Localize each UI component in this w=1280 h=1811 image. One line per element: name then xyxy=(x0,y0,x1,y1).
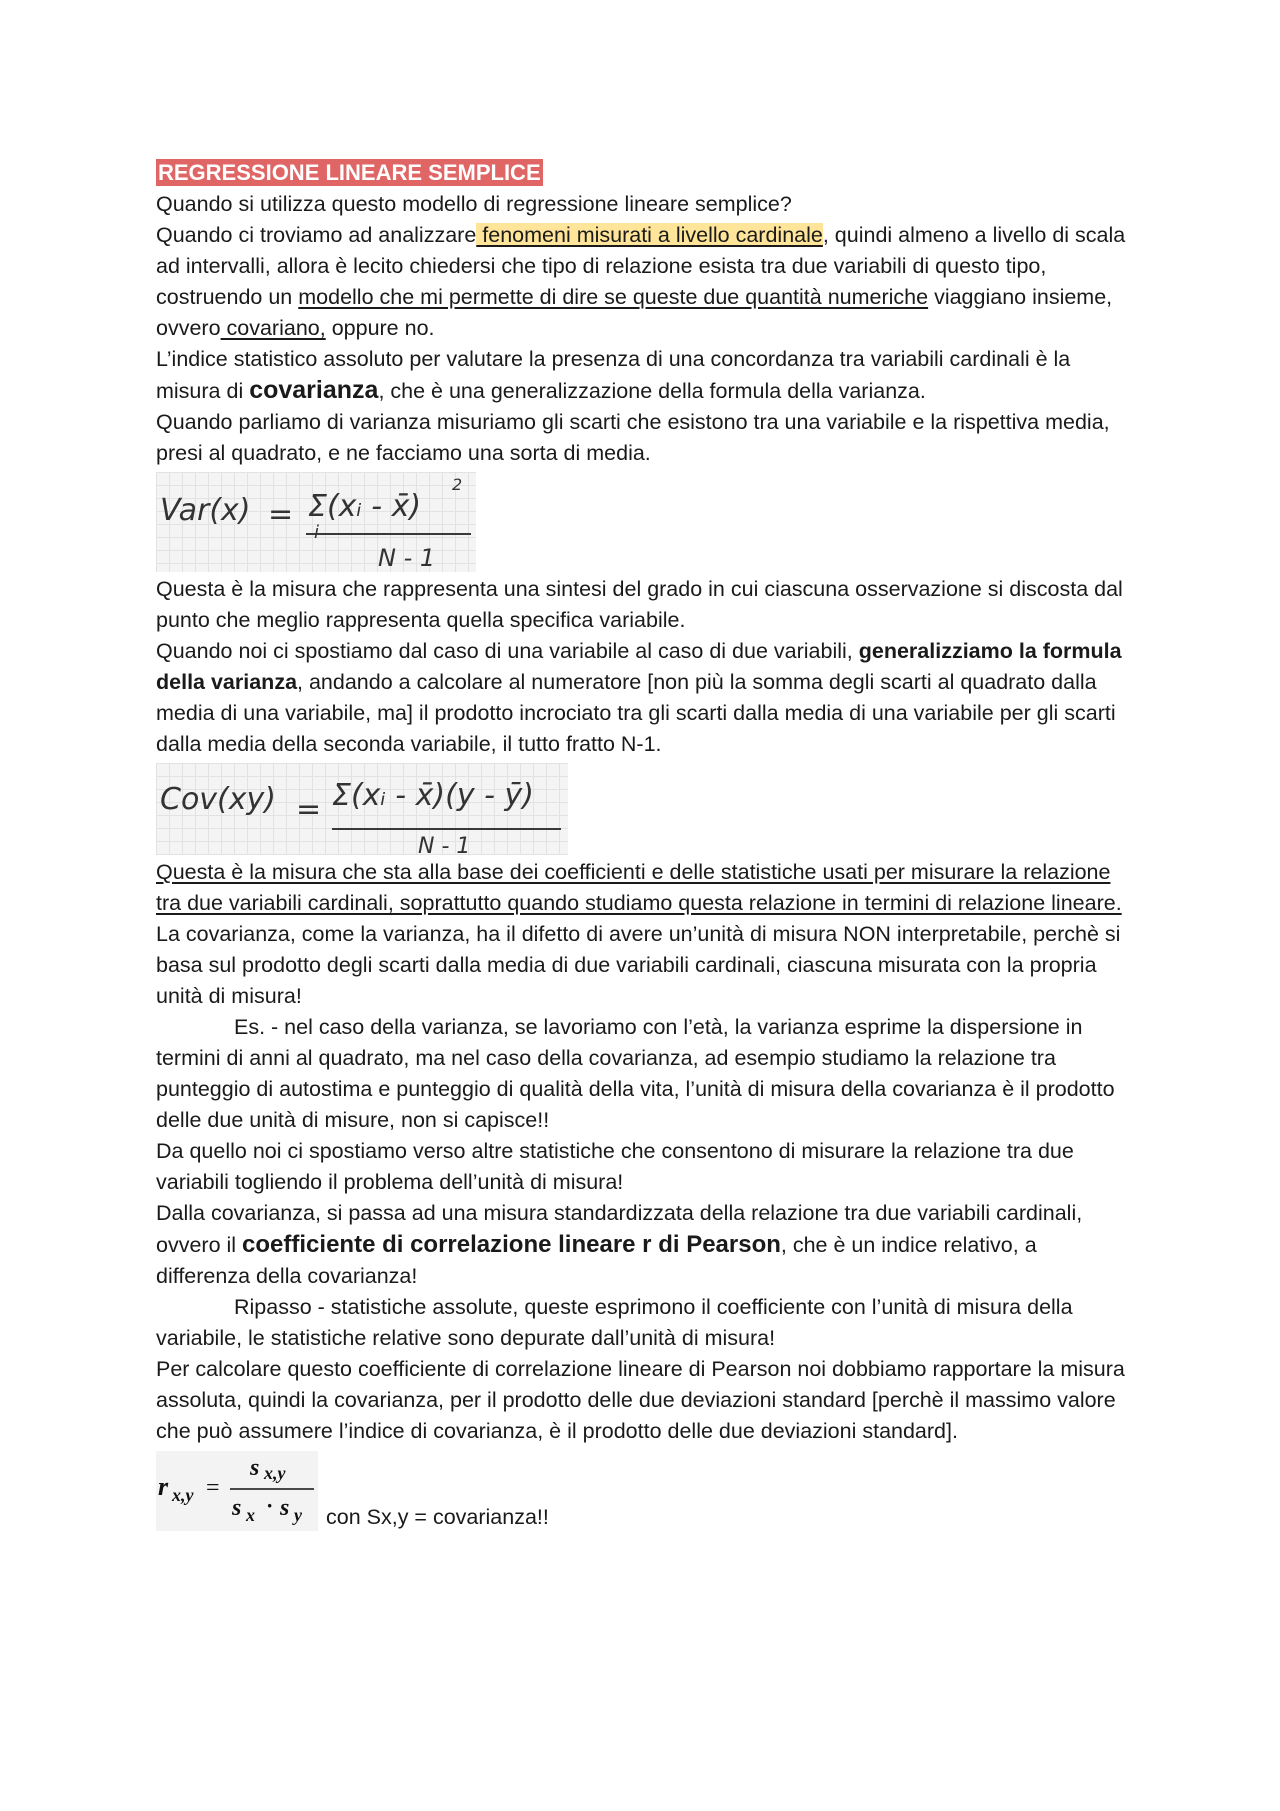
paragraph-cardinal xyxy=(156,220,1136,344)
paragraph-question: Quando si utilizza questo modello di regressione lineare semplice? xyxy=(156,192,792,216)
underlined-text: covariano, xyxy=(220,316,326,340)
paragraph-two-variables xyxy=(156,636,1136,760)
paragraph-covariance-defect: La covarianza, come la varianza, ha il difetto di avere un’unità di misura NON interpretabile, perchè si basa sul prodotto degli scarti dalla media di due variabili cardinali, ciascuna misurata con la propria unità di misura! xyxy=(156,922,1121,1008)
text: , quindi almeno a livello di scala ad intervalli, allora è lecito chiedersi che tipo di relazione esista tra due variabili di questo tipo, costruendo un xyxy=(156,223,1126,309)
formula-denominator: N - 1 xyxy=(418,834,471,855)
bold-term-pearson: coefficiente di correlazione lineare r di Pearson xyxy=(242,1231,781,1258)
text: Quando noi ci spostiamo dal caso di una variabile al caso di due variabili, xyxy=(156,639,859,663)
formula-denominator-a: s xyxy=(232,1495,242,1521)
formula-dot: · xyxy=(266,1493,274,1518)
formula-equals: = xyxy=(268,497,294,532)
text: L’indice statistico assoluto per valutare la presenza di una concordanza tra variabili cardinali è la misura di xyxy=(156,347,1071,403)
highlighted-text: fenomeni misurati a livello cardinale xyxy=(476,223,823,247)
text: , andando a calcolare al numeratore [non più la somma degli scarti al quadrato dalla media di una variabile, ma] il prodotto incrociato tra gli scarti dalla media di una variabile per gli scarti dalla media della seconda variabile, il tutto fratto N-1. xyxy=(156,670,1116,756)
formula-denominator-a-subscript: x xyxy=(246,1505,255,1525)
pearson-formula-image xyxy=(156,1451,318,1531)
formula-numerator: Σ(xᵢ - x̄)(y - ȳ) xyxy=(332,778,534,813)
formula-exponent: 2 xyxy=(452,475,463,494)
paragraph-variance: Quando parliamo di varianza misuriamo gli scarti che esistono tra una variabile e la rispettiva media, presi al quadrato, e ne facciamo una sorta di media. xyxy=(156,410,1110,465)
text: Dalla covarianza, si passa ad una misura standardizzata della relazione tra due variabili cardinali, ovvero il xyxy=(156,1201,1083,1257)
formula-lhs-subscript: x,y xyxy=(172,1485,194,1505)
formula-denominator: N - 1 xyxy=(378,544,436,572)
formula-numerator: Σ(xᵢ - x̄) xyxy=(308,489,422,524)
formula-numerator: s xyxy=(250,1455,260,1481)
paragraph-pearson xyxy=(156,1198,1136,1292)
covariance-note: con Sx,y = covarianza!! xyxy=(326,1505,549,1529)
bold-text: generalizziamo la formula della varianza xyxy=(156,639,1122,694)
bold-term-covarianza: covarianza xyxy=(249,376,379,404)
variance-formula-image xyxy=(156,472,476,572)
text: viaggiano insieme, ovvero xyxy=(156,285,1113,340)
paragraph-underlined-basis: Questa è la misura che sta alla base dei coefficienti e delle statistiche usati per misurare la relazione tra due variabili cardinali, soprattutto quando studiamo questa relazione in termini di relazione lineare. xyxy=(156,860,1122,915)
paragraph-review: Ripasso - statistiche assolute, queste esprimono il coefficiente con l’unità di misura della variabile, le statistiche relative sono depurate dall’unità di misura! xyxy=(156,1295,1073,1350)
text: Quando ci troviamo ad analizzare xyxy=(156,223,477,247)
underlined-text: modello che mi permette di dire se queste due quantità numeriche xyxy=(298,285,929,309)
paragraph-example: Es. - nel caso della varianza, se lavoriamo con l’età, la varianza esprime la dispersione in termini di anni al quadrato, ma nel caso della covarianza, ad esempio studiamo la relazione tra punteggio di autostima e punteggio di qualità della vita, l’unità di misura della covarianza è il prodotto delle due unità di misure, non si capisce!! xyxy=(156,1015,1115,1132)
document-title: REGRESSIONE LINEARE SEMPLICE xyxy=(158,160,541,185)
text: , che è un indice relativo, a differenza della covarianza! xyxy=(156,1233,1037,1288)
pearson-formula-row xyxy=(156,1451,1136,1531)
paragraph-other-statistics: Da quello noi ci spostiamo verso altre statistiche che consentono di misurare la relazione tra due variabili togliendo il problema dell’unità di misura! xyxy=(156,1139,1074,1194)
covariance-formula-image xyxy=(156,763,568,855)
formula-equals: = xyxy=(296,792,322,827)
formula-lhs: r xyxy=(158,1472,169,1501)
paragraph-covariance-index xyxy=(156,344,1136,407)
paragraph-variance-meaning: Questa è la misura che rappresenta una sintesi del grado in cui ciascuna osservazione si discosta dal punto che meglio rappresenta quella specifica variabile. xyxy=(156,577,1123,632)
formula-lhs: Var(x) xyxy=(160,493,251,528)
paragraph-calculation: Per calcolare questo coefficiente di correlazione lineare di Pearson noi dobbiamo rapportare la misura assoluta, quindi la covarianza, per il prodotto delle due deviazioni standard [perchè il massimo valore che può assumere l’indice di covarianza, è il prodotto delle due deviazioni standard]. xyxy=(156,1357,1125,1443)
formula-numerator-subscript: x,y xyxy=(264,1463,286,1483)
text: oppure no. xyxy=(325,316,435,340)
document-body xyxy=(156,158,1136,1531)
formula-lhs: Cov(xy) xyxy=(160,782,276,817)
formula-subscript: i xyxy=(314,522,320,543)
formula-denominator-b: s xyxy=(280,1495,290,1521)
text: , che è una generalizzazione della formula della varianza. xyxy=(378,379,926,403)
formula-equals: = xyxy=(206,1475,220,1501)
formula-denominator-b-subscript: y xyxy=(294,1505,302,1525)
